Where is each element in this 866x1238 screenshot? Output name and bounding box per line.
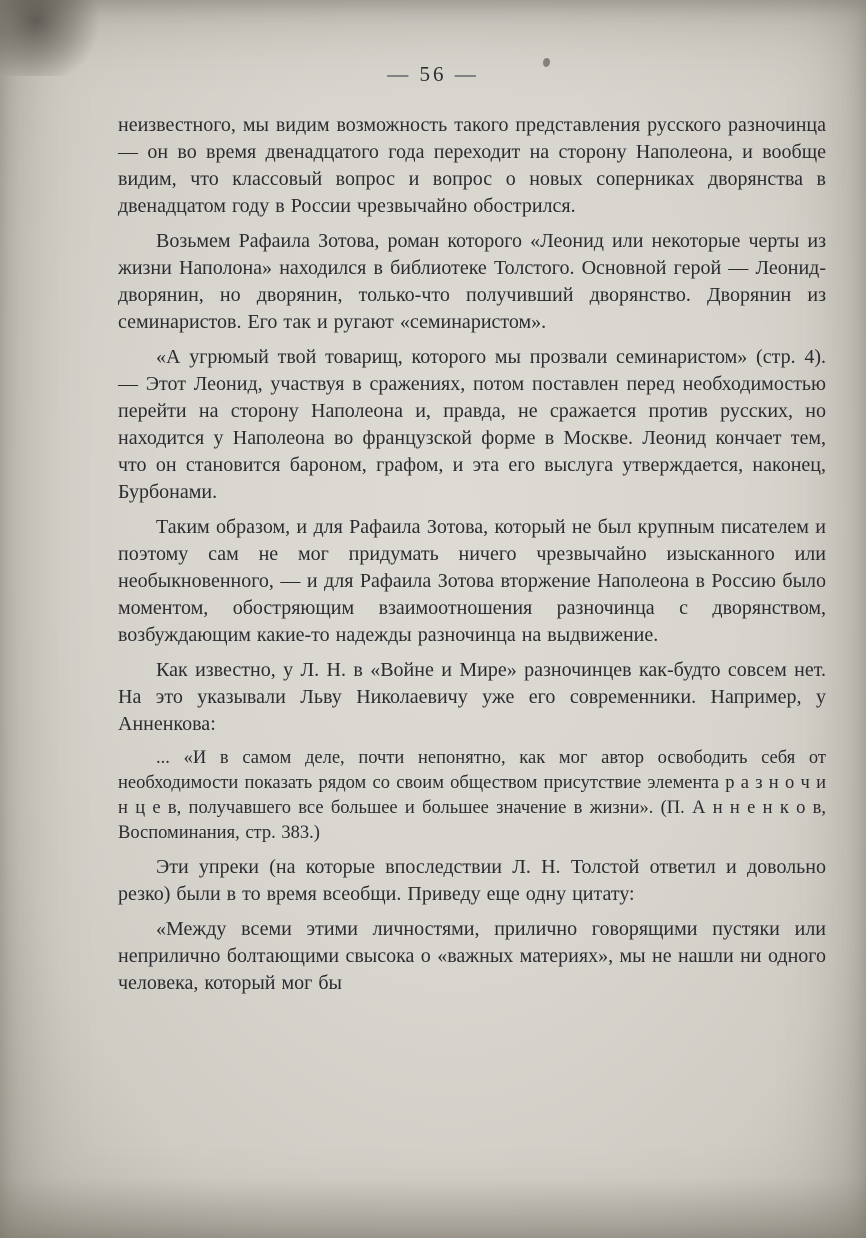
paragraph: Возьмем Рафаила Зотова, роман которого «Леонид или некоторые черты из жизни Наполона» находился в библиотеке Толстого. Основной герой — Леонид-дворянин, но дворянин, только-что получивший дворянство. Дворянин из семинаристов. Его так и ругают «семинаристом».: [118, 230, 826, 333]
paragraph: «А угрюмый твой товарищ, которого мы прозвали семинаристом» (стр. 4). — Этот Леонид, участвуя в сражениях, потом поставлен перед необходимостью перейти на сторону Наполеона и, правда, не сражается против русских, но находится у Наполеона во французской форме в Москве. Леонид кончает тем, что он становится бароном, графом, и эта его выслуга утверждается, наконец, Бурбонами.: [118, 346, 826, 503]
paragraph: Как известно, у Л. Н. в «Войне и Мире» разночинцев как-будто совсем нет. На это указывали Льву Николаевичу уже его современники. Например, у Анненкова:: [118, 659, 826, 735]
page-text-block: [118, 112, 826, 997]
paragraph: «Между всеми этими личностями, прилично говорящими пустяки или неприлично болтающими свысока о «важных материях», мы не нашли ни одного человека, который мог бы: [118, 918, 826, 994]
page-number: — 56 —: [387, 62, 479, 86]
paragraph-continuation: неизвестного, мы видим возможность такого представления русского разночинца — он во время двенадцатого года переходит на сторону Наполеона, и вообще видим, что классовый вопрос и вопрос о новых соперниках дворянства в двенадцатом году в России чрезвычайно обострился.: [118, 114, 826, 217]
paragraph: Таким образом, и для Рафаила Зотова, который не был крупным писателем и поэтому сам не мог придумать ничего чрезвычайно изысканного или необыкновенного, — и для Рафаила Зотова вторжение Наполеона в Россию было моментом, обостряющим взаимоотношения разночинца с дворянством, возбуждающим какие-то надежды разночинца на выдвижение.: [118, 516, 826, 646]
paragraph: Эти упреки (на которые впоследствии Л. Н. Толстой ответил и довольно резко) были в то время всеобщи. Приведу еще одну цитату:: [118, 856, 826, 905]
paragraph-blockquote: ... «И в самом деле, почти непонятно, как мог автор освободить себя от необходимости показать рядом со своим обществом присутствие элемента р а з н о ч и н ц е в, получавшего все большее и большее значение в жизни». (П. А н н е н к о в, Воспоминания, стр. 383.): [118, 748, 826, 843]
